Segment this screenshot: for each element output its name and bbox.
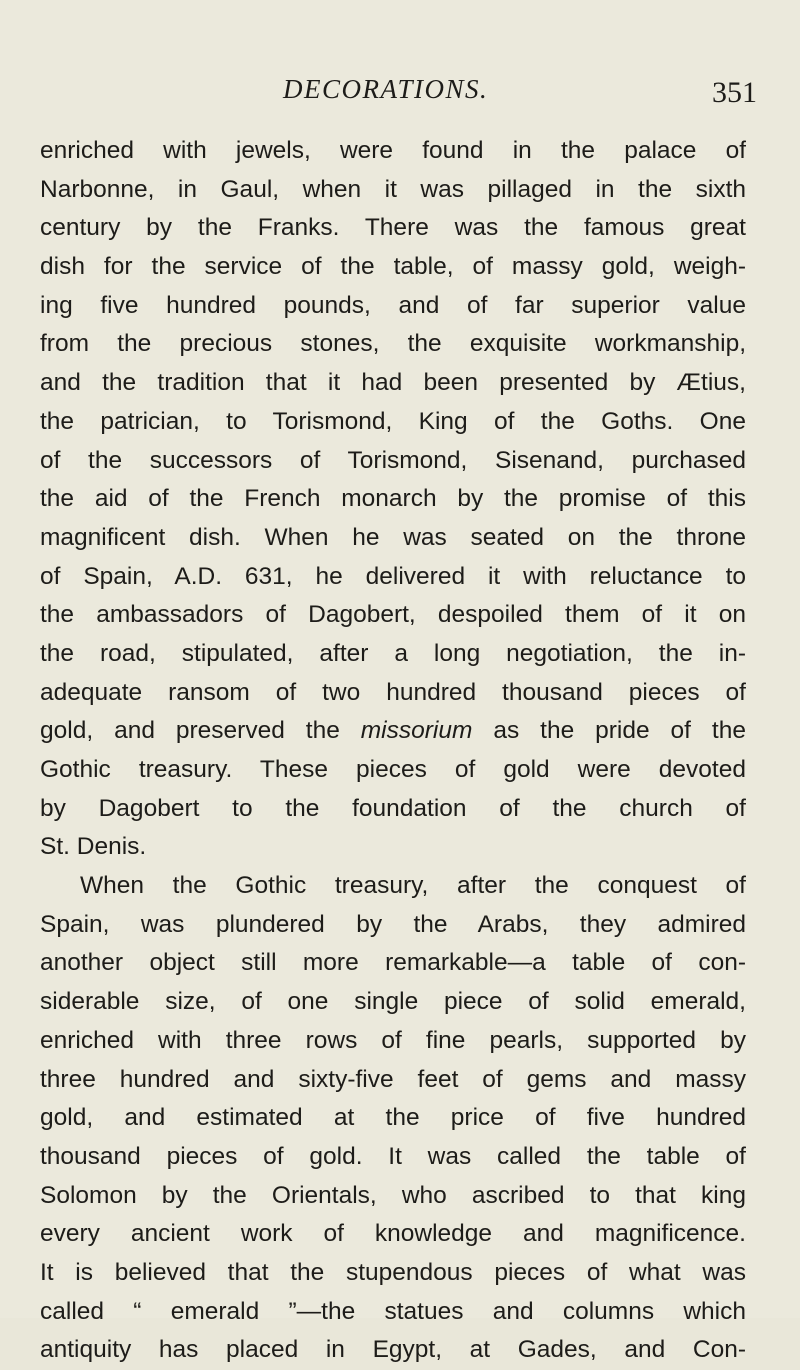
text-line: and the tradition that it had been presented by Ætius, xyxy=(40,369,746,397)
text-line: of the successors of Torismond, Sisenand, purchased xyxy=(40,446,746,474)
text-line: Spain, was plundered by the Arabs, they admired xyxy=(40,910,746,938)
text-line: enriched with three rows of fine pearls, supported by xyxy=(40,1026,746,1054)
text-line: the road, stipulated, after a long negotiation, the in- xyxy=(40,639,746,667)
text-line: of Spain, A.D. 631, he delivered it with reluctance to xyxy=(40,562,746,590)
body-text xyxy=(40,132,746,1370)
text-line: thousand pieces of gold. It was called the table of xyxy=(40,1142,746,1170)
text-line: every ancient work of knowledge and magnificence. xyxy=(40,1220,746,1248)
text-line: dish for the service of the table, of massy gold, weigh- xyxy=(40,253,746,281)
text-line: called “ emerald ”—the statues and columns which xyxy=(40,1297,746,1325)
running-title: DECORATIONS. xyxy=(283,74,489,104)
text-line: another object still more remarkable—a table of con- xyxy=(40,949,746,977)
text-line: the patrician, to Torismond, King of the Goths. One xyxy=(40,407,746,435)
running-head xyxy=(0,70,800,114)
text-line-with-italic: gold, and preserved the missorium as the pride of the xyxy=(40,717,746,745)
text-line: by Dagobert to the foundation of the church of xyxy=(40,794,746,822)
text-line: century by the Franks. There was the famous great xyxy=(40,214,746,242)
text-line: adequate ransom of two hundred thousand pieces of xyxy=(40,678,746,706)
paragraph-last-line: St. Denis. xyxy=(40,833,147,861)
italic-term: missorium xyxy=(360,717,473,745)
paragraph-first-line: When the Gothic treasury, after the conquest of xyxy=(80,872,746,900)
text-line: enriched with jewels, were found in the palace of xyxy=(40,137,746,164)
text-line: antiquity has placed in Egypt, at Gades, and Con- xyxy=(40,1336,746,1364)
text-line: It is believed that the stupendous pieces of what was xyxy=(40,1258,746,1286)
text-line: ing five hundred pounds, and of far superior value xyxy=(40,291,746,319)
text-line: gold, and estimated at the price of five hundred xyxy=(40,1104,746,1132)
text-line: Solomon by the Orientals, who ascribed to that king xyxy=(40,1181,746,1209)
text-line: the ambassadors of Dagobert, despoiled them of it on xyxy=(40,601,746,629)
text-line: from the precious stones, the exquisite workmanship, xyxy=(40,330,746,358)
text-line: siderable size, of one single piece of solid emerald, xyxy=(40,988,746,1016)
page-number: 351 xyxy=(712,76,757,109)
text-line: Narbonne, in Gaul, when it was pillaged in the sixth xyxy=(40,175,746,203)
text-line: magnificent dish. When he was seated on the throne xyxy=(40,523,746,551)
text-line: Gothic treasury. These pieces of gold were devoted xyxy=(40,756,746,783)
text-line: the aid of the French monarch by the promise of this xyxy=(40,485,746,513)
text-line: three hundred and sixty-five feet of gems and massy xyxy=(40,1065,746,1093)
